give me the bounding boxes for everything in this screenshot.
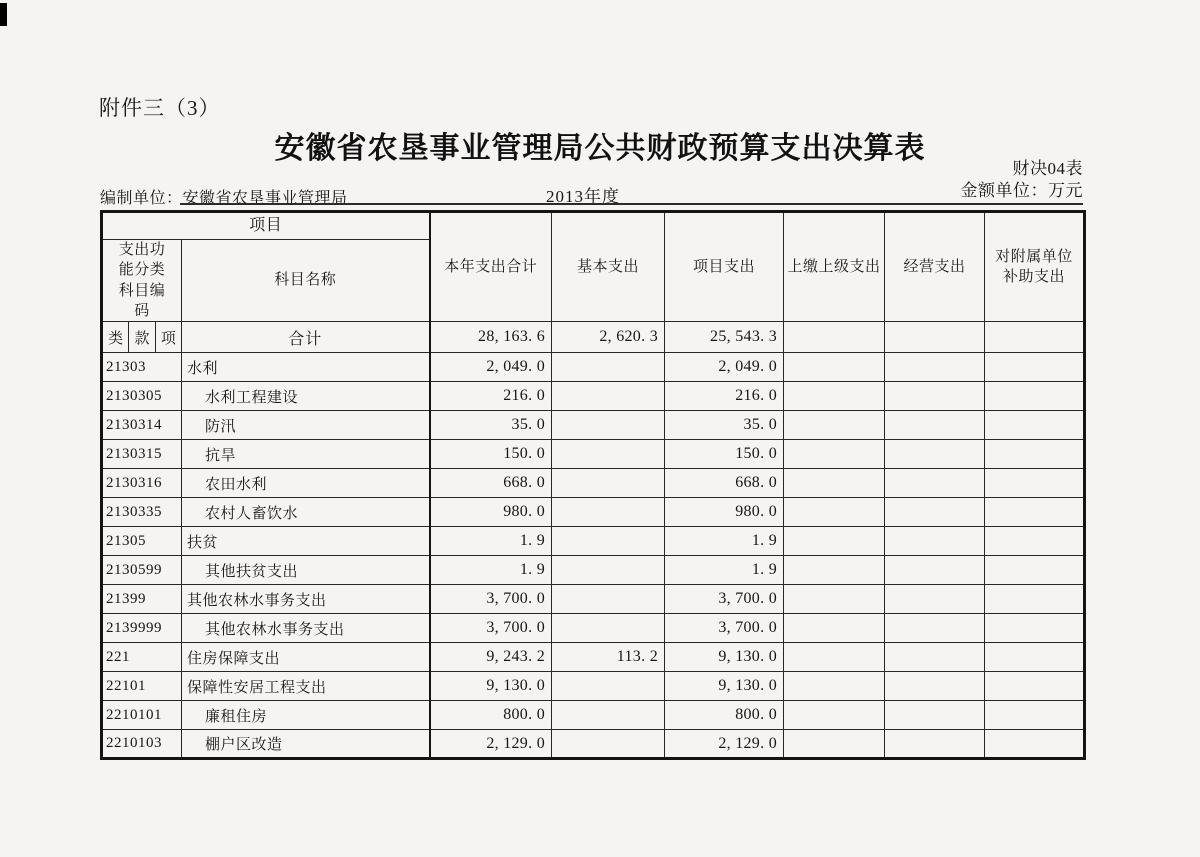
cell-total-expenditure: 1. 9 (430, 527, 552, 556)
cell-operating-expenditure (885, 556, 985, 585)
code-cell: 2130335 (102, 498, 182, 527)
cell-operating-expenditure (885, 527, 985, 556)
cell-paid-to-superior (784, 469, 885, 498)
cell-paid-to-superior (784, 701, 885, 730)
cell-paid-to-superior (784, 585, 885, 614)
subject-name-cell: 抗旱 (182, 440, 430, 469)
subject-name-cell: 廉租住房 (182, 701, 430, 730)
code-cell: 2130314 (102, 411, 182, 440)
cell-operating-expenditure (885, 672, 985, 701)
cell-total-expenditure: 9, 243. 2 (430, 643, 552, 672)
subject-name-cell: 水利工程建设 (182, 382, 430, 411)
header-col-paid-to-superior: 上缴上级支出 (784, 212, 885, 322)
cell-total-expenditure: 3, 700. 0 (430, 585, 552, 614)
header-col-basic-expenditure: 基本支出 (552, 212, 665, 322)
subject-name-cell: 住房保障支出 (182, 643, 430, 672)
data-row (102, 411, 1085, 440)
prepared-by-value: 安徽省农垦事业管理局 (182, 190, 348, 207)
cell-subsidy-to-affiliates (985, 322, 1085, 353)
cell-basic-expenditure (552, 672, 665, 701)
cell-paid-to-superior (784, 672, 885, 701)
code-cell: 21399 (102, 585, 182, 614)
header-project-group: 项目 (102, 212, 430, 240)
code-cell: 2210103 (102, 730, 182, 759)
cell-project-expenditure: 2, 049. 0 (665, 353, 784, 382)
subject-name-cell: 合计 (182, 322, 430, 353)
cell-operating-expenditure (885, 701, 985, 730)
cell-operating-expenditure (885, 353, 985, 382)
cell-subsidy-to-affiliates (985, 672, 1085, 701)
cell-total-expenditure: 1. 9 (430, 556, 552, 585)
cell-paid-to-superior (784, 556, 885, 585)
cell-basic-expenditure (552, 469, 665, 498)
cell-paid-to-superior (784, 353, 885, 382)
cell-total-expenditure: 980. 0 (430, 498, 552, 527)
header-col-operating-expenditure: 经营支出 (885, 212, 985, 322)
header-col-project-expenditure: 项目支出 (665, 212, 784, 322)
subject-name-cell: 水利 (182, 353, 430, 382)
subject-name-cell: 其他扶贫支出 (182, 556, 430, 585)
data-row (102, 585, 1085, 614)
cell-basic-expenditure (552, 730, 665, 759)
amount-unit-label: 金额单位：万元 (960, 181, 1083, 200)
cell-basic-expenditure: 113. 2 (552, 643, 665, 672)
subject-name-cell: 其他农林水事务支出 (182, 585, 430, 614)
data-row (102, 469, 1085, 498)
cell-project-expenditure: 3, 700. 0 (665, 614, 784, 643)
cell-subsidy-to-affiliates (985, 643, 1085, 672)
cell-paid-to-superior (784, 498, 885, 527)
header-subject-name: 科目名称 (182, 240, 430, 322)
cell-basic-expenditure (552, 701, 665, 730)
cell-subsidy-to-affiliates (985, 353, 1085, 382)
cell-paid-to-superior (784, 643, 885, 672)
code-cell: 2130305 (102, 382, 182, 411)
data-row (102, 382, 1085, 411)
document-title: 安徽省农垦事业管理局公共财政预算支出决算表 (274, 132, 926, 165)
cell-operating-expenditure (885, 440, 985, 469)
cell-basic-expenditure (552, 498, 665, 527)
cell-basic-expenditure (552, 353, 665, 382)
cell-basic-expenditure (552, 556, 665, 585)
cell-subsidy-to-affiliates (985, 614, 1085, 643)
cell-operating-expenditure (885, 411, 985, 440)
cell-operating-expenditure (885, 643, 985, 672)
cell-total-expenditure: 668. 0 (430, 469, 552, 498)
data-row (102, 556, 1085, 585)
subject-name-cell: 棚户区改造 (182, 730, 430, 759)
cell-subsidy-to-affiliates (985, 498, 1085, 527)
cell-basic-expenditure (552, 382, 665, 411)
data-row (102, 440, 1085, 469)
form-code-label: 财决04表 (1012, 159, 1083, 178)
cell-basic-expenditure (552, 411, 665, 440)
subject-name-cell: 保障性安居工程支出 (182, 672, 430, 701)
code-cell: 221 (102, 643, 182, 672)
header-col-subsidy-to-affiliates: 对附属单位补助支出 (985, 212, 1085, 322)
cell-subsidy-to-affiliates (985, 527, 1085, 556)
data-row (102, 730, 1085, 759)
subject-name-cell: 其他农林水事务支出 (182, 614, 430, 643)
code-sub-header: 项 (160, 330, 176, 347)
cell-project-expenditure: 2, 129. 0 (665, 730, 784, 759)
cell-operating-expenditure (885, 585, 985, 614)
code-cell: 2130316 (102, 469, 182, 498)
cell-subsidy-to-affiliates (985, 382, 1085, 411)
data-row (102, 353, 1085, 382)
code-sub-header: 类 (103, 322, 129, 352)
cell-project-expenditure: 980. 0 (665, 498, 784, 527)
cell-basic-expenditure (552, 614, 665, 643)
cell-basic-expenditure (552, 440, 665, 469)
cell-paid-to-superior (784, 411, 885, 440)
cell-subsidy-to-affiliates (985, 440, 1085, 469)
cell-paid-to-superior (784, 527, 885, 556)
budget-table (100, 210, 1086, 760)
code-cell: 21305 (102, 527, 182, 556)
header-col-total-expenditure: 本年支出合计 (430, 212, 552, 322)
cell-subsidy-to-affiliates (985, 585, 1085, 614)
cell-total-expenditure: 800. 0 (430, 701, 552, 730)
cell-total-expenditure: 9, 130. 0 (430, 672, 552, 701)
fiscal-year-label: 2013年度 (546, 187, 620, 206)
cell-total-expenditure: 3, 700. 0 (430, 614, 552, 643)
total-row (102, 322, 1085, 353)
code-cell: 22101 (102, 672, 182, 701)
cell-subsidy-to-affiliates (985, 469, 1085, 498)
cell-project-expenditure: 9, 130. 0 (665, 672, 784, 701)
cell-subsidy-to-affiliates (985, 701, 1085, 730)
cell-project-expenditure: 800. 0 (665, 701, 784, 730)
data-row (102, 643, 1085, 672)
cell-paid-to-superior (784, 382, 885, 411)
cell-basic-expenditure (552, 585, 665, 614)
prepared-by-label: 编制单位： (100, 190, 183, 207)
header-underline-rule (180, 203, 1083, 205)
cell-total-expenditure: 35. 0 (430, 411, 552, 440)
code-cell: 2210101 (102, 701, 182, 730)
header-row-project (102, 212, 1085, 240)
cell-total-expenditure: 150. 0 (430, 440, 552, 469)
cell-operating-expenditure (885, 498, 985, 527)
cell-project-expenditure: 25, 543. 3 (665, 322, 784, 353)
cell-operating-expenditure (885, 614, 985, 643)
cell-total-expenditure: 2, 049. 0 (430, 353, 552, 382)
subject-name-cell: 防汛 (182, 411, 430, 440)
cell-paid-to-superior (784, 614, 885, 643)
subject-name-cell: 农田水利 (182, 469, 430, 498)
data-row (102, 701, 1085, 730)
cell-operating-expenditure (885, 382, 985, 411)
cell-subsidy-to-affiliates (985, 411, 1085, 440)
attachment-label: 附件三（3） (99, 96, 221, 120)
cell-project-expenditure: 1. 9 (665, 527, 784, 556)
header-expenditure-code: 支出功能分类科目编码 (102, 240, 182, 322)
cell-project-expenditure: 668. 0 (665, 469, 784, 498)
data-row (102, 614, 1085, 643)
subject-name-cell: 扶贫 (182, 527, 430, 556)
cell-operating-expenditure (885, 322, 985, 353)
cell-project-expenditure: 3, 700. 0 (665, 585, 784, 614)
cell-paid-to-superior (784, 440, 885, 469)
data-row (102, 498, 1085, 527)
code-cell: 2130315 (102, 440, 182, 469)
cell-project-expenditure: 9, 130. 0 (665, 643, 784, 672)
cell-total-expenditure: 216. 0 (430, 382, 552, 411)
cell-project-expenditure: 216. 0 (665, 382, 784, 411)
cell-total-expenditure: 2, 129. 0 (430, 730, 552, 759)
subject-name-cell: 农村人畜饮水 (182, 498, 430, 527)
cell-project-expenditure: 35. 0 (665, 411, 784, 440)
data-row (102, 527, 1085, 556)
cell-basic-expenditure: 2, 620. 3 (552, 322, 665, 353)
cell-project-expenditure: 1. 9 (665, 556, 784, 585)
cell-paid-to-superior (784, 322, 885, 353)
code-cell: 2139999 (102, 614, 182, 643)
cell-subsidy-to-affiliates (985, 730, 1085, 759)
code-cell: 2130599 (102, 556, 182, 585)
code-sub-header: 款 (129, 322, 155, 352)
cell-subsidy-to-affiliates (985, 556, 1085, 585)
cell-operating-expenditure (885, 730, 985, 759)
data-row (102, 672, 1085, 701)
scanner-edge-artifact (0, 3, 7, 26)
cell-total-expenditure: 28, 163. 6 (430, 322, 552, 353)
code-class-section-item-cell (102, 322, 182, 353)
cell-basic-expenditure (552, 527, 665, 556)
cell-operating-expenditure (885, 469, 985, 498)
cell-paid-to-superior (784, 730, 885, 759)
code-cell: 21303 (102, 353, 182, 382)
cell-project-expenditure: 150. 0 (665, 440, 784, 469)
